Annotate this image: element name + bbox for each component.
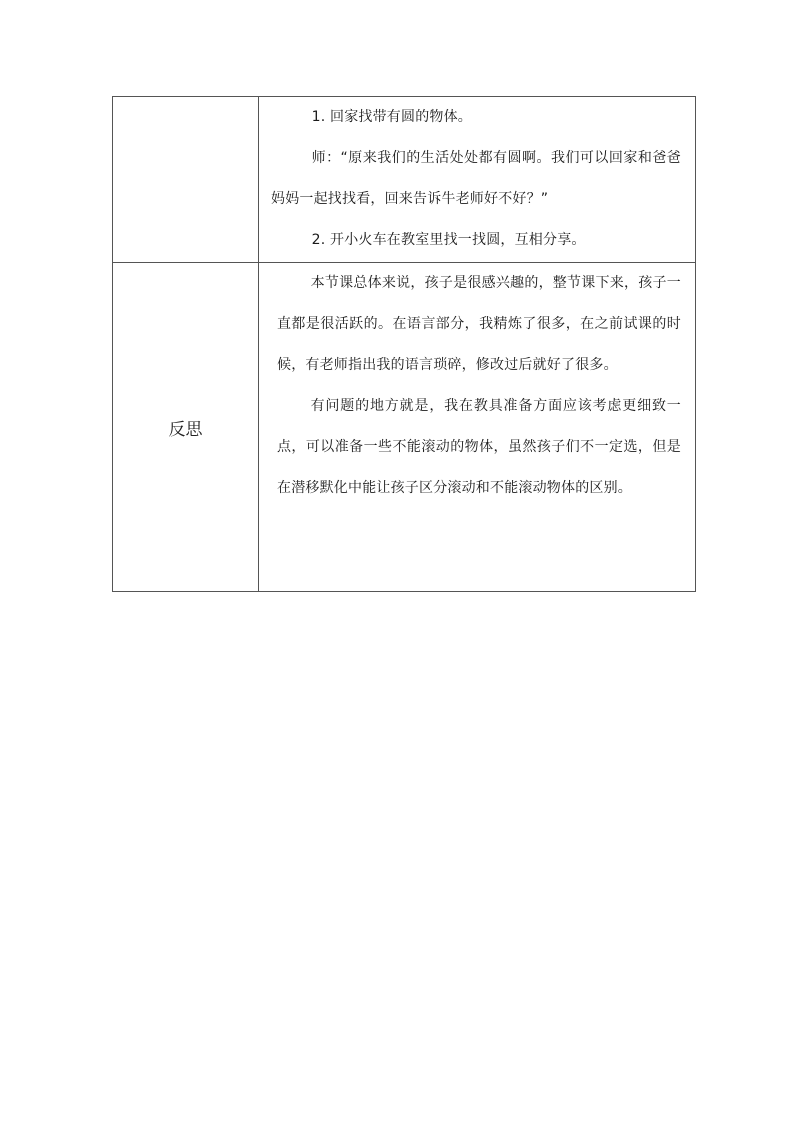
row-label-empty	[113, 97, 259, 263]
row-label-reflection: 反思	[113, 263, 259, 592]
paragraph-activity-2: 2. 开小火车在教室里找一找圆，互相分享。	[311, 232, 586, 248]
lesson-plan-table	[112, 96, 696, 592]
row-content-extension	[259, 97, 696, 263]
row-content-reflection	[259, 263, 696, 592]
paragraph-reflection-1: 本节课总体来说，孩子是很感兴趣的，整节课下来，孩子一直都是很活跃的。在语言部分，我精炼了很多，在之前试课的时候，有老师指出我的语言琐碎，修改过后就好了很多。	[277, 275, 681, 373]
table-row-extension	[113, 97, 696, 263]
paragraph-reflection-2: 有问题的地方就是，我在教具准备方面应该考虑更细致一点，可以准备一些不能滚动的物体，虽然孩子们不一定选，但是在潜移默化中能让孩子区分滚动和不能滚动物体的区别。	[277, 398, 681, 496]
paragraph-activity-1: 1. 回家找带有圆的物体。	[311, 109, 473, 125]
table-row-reflection	[113, 263, 696, 592]
paragraph-teacher-quote: 师：“原来我们的生活处处都有圆啊。我们可以回家和爸爸妈妈一起找找看，回来告诉牛老师好不好？”	[271, 150, 681, 207]
